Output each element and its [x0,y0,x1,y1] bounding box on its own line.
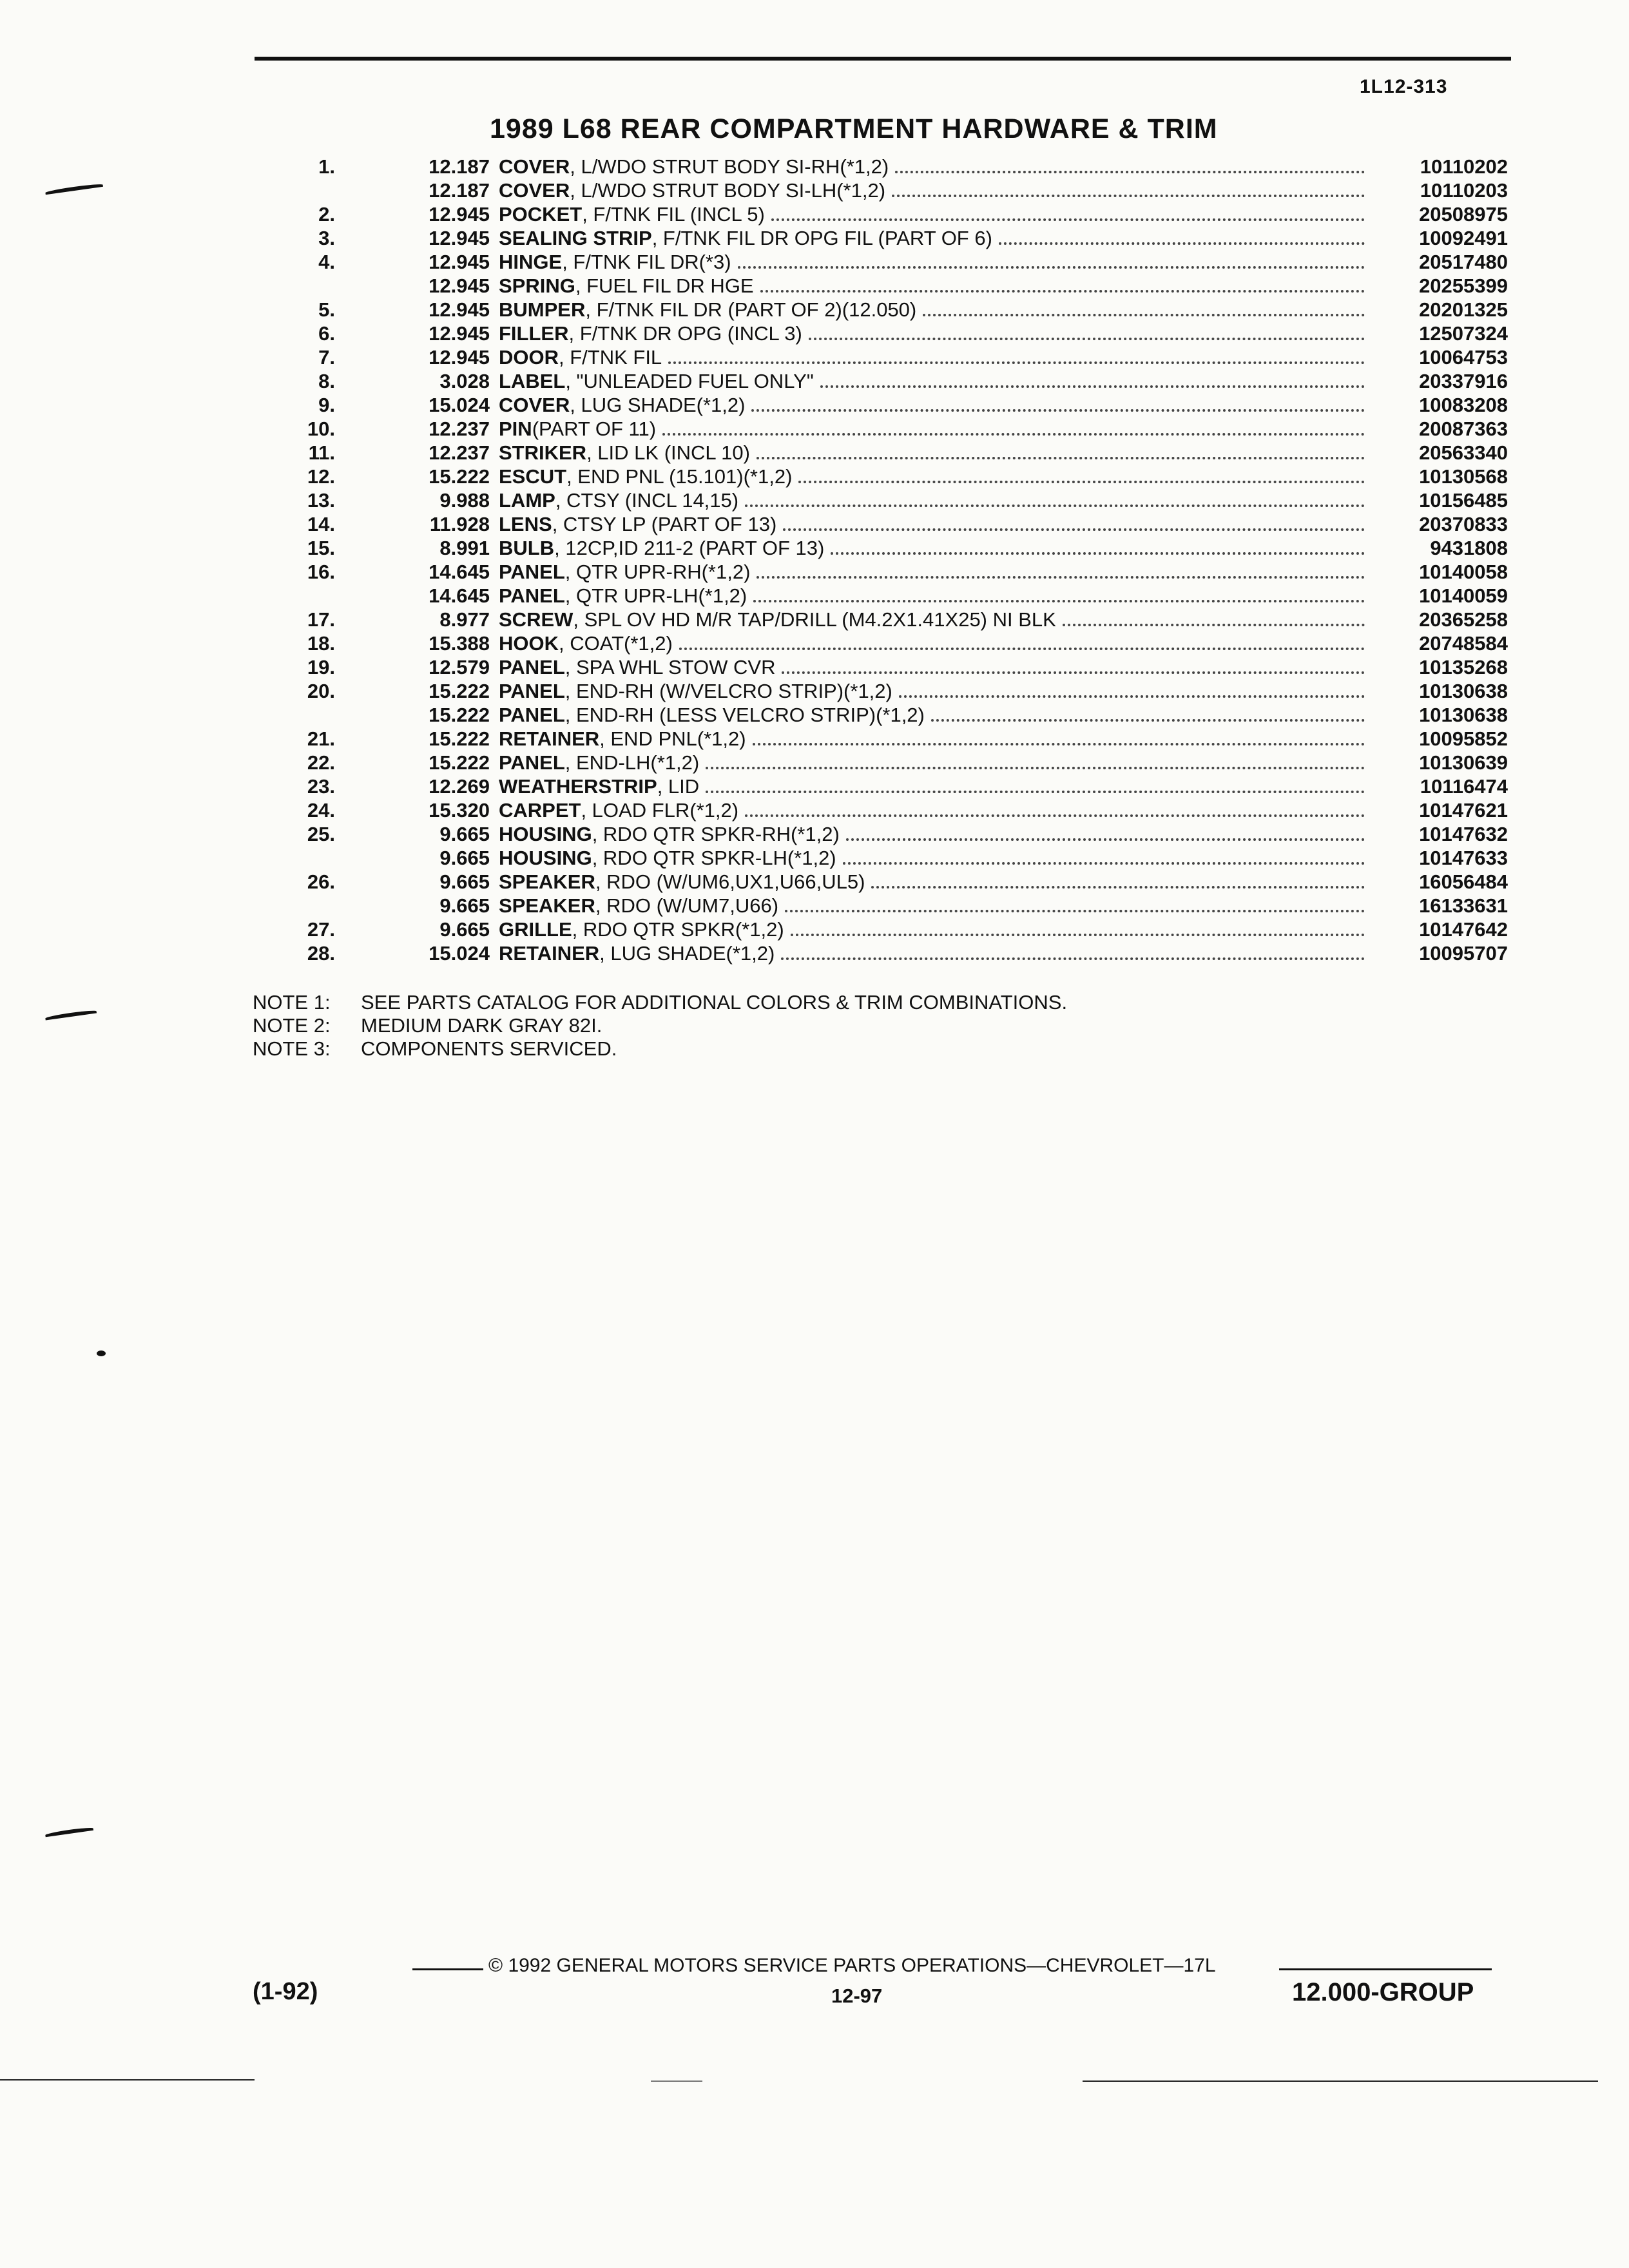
note-text: COMPONENTS SERVICED. [361,1037,617,1060]
group-number: 9.665 [439,870,490,893]
part-spec: , QTR UPR-RH(*1,2) [564,561,751,583]
part-number: 20087363 [1419,418,1508,440]
part-description [490,393,1373,417]
dot-leader [757,576,1365,579]
part-name: PANEL [499,561,565,583]
part-name: COVER [499,179,570,202]
part-spec: , RDO (W/UM7,U66) [595,894,779,917]
part-number: 10092491 [1419,227,1508,249]
dot-leader [783,528,1365,531]
part-number: 9431808 [1430,537,1508,559]
dot-leader [892,195,1365,197]
part-description [490,918,1373,941]
part-spec: , F/TNK FIL DR OPG FIL (PART OF 6) [651,227,992,249]
table-row [284,322,1508,345]
dot-leader [662,433,1365,436]
part-description [490,155,1373,178]
dot-leader [745,814,1365,817]
table-row [284,441,1508,465]
note-text: SEE PARTS CATALOG FOR ADDITIONAL COLORS & TRIM COMBINATIONS. [361,991,1068,1014]
ref-number: 27. [307,918,335,941]
group-number: 12.237 [429,418,490,440]
part-spec: , SPL OV HD M/R TAP/DRILL (M4.2X1.41X25) NI BLK [573,608,1056,631]
ref-number: 15. [307,537,335,559]
footer-rule-right [1279,1968,1492,1970]
dot-leader [999,242,1365,245]
part-name: COVER [499,155,570,178]
ref-number: 28. [307,942,335,965]
group-number: 15.024 [429,394,490,416]
date-code: (1-92) [253,1978,318,2005]
part-spec: , END-LH(*1,2) [564,751,700,774]
ref-number: 1. [318,155,335,178]
group-number: 15.222 [429,704,490,726]
table-row [284,536,1508,560]
table-row [284,250,1508,274]
table-row [284,202,1508,226]
table-row [284,655,1508,679]
part-name: DOOR [499,346,559,369]
group-number: 12.269 [429,775,490,798]
part-spec: , FUEL FIL DR HGE [575,274,754,297]
dot-leader [831,552,1365,555]
part-description [490,250,1373,274]
part-description [490,798,1373,822]
group-number: 15.222 [429,727,490,750]
part-description [490,178,1373,202]
part-description [490,202,1373,226]
part-name: RETAINER [499,942,600,965]
binder-mark [45,1827,93,1837]
part-description [490,655,1373,679]
dot-leader [679,648,1365,650]
dot-leader [931,719,1365,722]
part-name: LAMP [499,489,555,512]
dot-leader [871,886,1365,889]
part-number: 20255399 [1419,274,1508,297]
dot-leader [1063,624,1365,626]
table-row [284,584,1508,608]
copyright-text: © 1992 GENERAL MOTORS SERVICE PARTS OPERATIONS—CHEVROLET—17L [488,1955,1216,1976]
part-number: 20748584 [1419,632,1508,655]
part-name: HOOK [499,632,559,655]
part-name: FILLER [499,322,569,345]
table-row [284,369,1508,393]
note-text: MEDIUM DARK GRAY 82I. [361,1014,602,1037]
table-row [284,774,1508,798]
part-number: 10147632 [1419,823,1508,845]
part-name: PANEL [499,751,565,774]
table-row [284,155,1508,178]
table-row [284,822,1508,846]
part-name: PIN [499,418,532,440]
part-name: GRILLE [499,918,572,941]
group-number: 12.945 [429,298,490,321]
dot-leader [923,314,1365,316]
dot-leader [899,695,1365,698]
table-row [284,178,1508,202]
part-spec: , LUG SHADE(*1,2) [570,394,746,416]
group-number: 15.222 [429,465,490,488]
dot-leader [757,457,1365,459]
part-spec: , SPA WHL STOW CVR [564,656,776,678]
part-name: CARPET [499,799,581,822]
part-description [490,536,1373,560]
table-row [284,608,1508,631]
part-number: 10130568 [1419,465,1508,488]
table-row [284,751,1508,774]
note-row [253,1014,1067,1037]
ref-number: 16. [307,561,335,583]
dot-leader [791,934,1365,936]
ref-number: 3. [318,227,335,249]
dot-leader [738,266,1365,269]
part-description [490,631,1373,655]
part-number: 10095852 [1419,727,1508,750]
ref-number: 24. [307,799,335,822]
part-spec: , LUG SHADE(*1,2) [599,942,775,965]
part-number: 10064753 [1419,346,1508,369]
table-row [284,226,1508,250]
ref-number: 22. [307,751,335,774]
part-number: 10130639 [1419,751,1508,774]
part-spec: , F/TNK FIL DR(*3) [562,251,731,273]
note-row [253,1037,1067,1061]
part-description [490,774,1373,798]
table-row [284,488,1508,512]
group-number: 9.665 [439,894,490,917]
part-number: 10110202 [1420,155,1508,178]
part-description [490,870,1373,894]
part-number: 16056484 [1419,870,1508,893]
part-name: COVER [499,394,570,416]
part-spec: , CTSY LP (PART OF 13) [552,513,777,535]
part-spec: , RDO QTR SPKR-LH(*1,2) [592,847,836,869]
part-spec: , END PNL (15.101)(*1,2) [566,465,793,488]
dot-leader [782,671,1365,674]
ref-number: 7. [318,346,335,369]
footer-rule-left [412,1968,483,1970]
part-spec: , QTR UPR-LH(*1,2) [564,584,747,607]
group-number: 15.388 [429,632,490,655]
notes-section [253,991,1067,1061]
part-number: 20365258 [1419,608,1508,631]
part-name: SPRING [499,274,575,297]
part-number: 10147621 [1419,799,1508,822]
table-row [284,941,1508,965]
part-spec: , RDO QTR SPKR-RH(*1,2) [592,823,840,845]
group-number: 12.945 [429,274,490,297]
part-name: BUMPER [499,298,586,321]
group-number: 12.237 [429,441,490,464]
dot-leader [751,409,1365,412]
part-spec: , L/WDO STRUT BODY SI-RH(*1,2) [570,155,889,178]
part-number: 10140058 [1419,561,1508,583]
dot-leader [809,338,1365,340]
part-spec: , F/TNK DR OPG (INCL 3) [568,322,802,345]
group-number: 12.945 [429,203,490,226]
part-name: PANEL [499,680,565,702]
part-name: SPEAKER [499,870,595,893]
table-row [284,727,1508,751]
binder-mark [45,183,103,195]
part-name: PANEL [499,704,565,726]
part-spec: , F/TNK FIL [559,346,662,369]
ref-number: 26. [307,870,335,893]
dot-leader [895,171,1365,173]
group-number: 9.665 [439,847,490,869]
table-row [284,345,1508,369]
ref-number: 17. [307,608,335,631]
part-description [490,703,1373,727]
ref-number: 21. [307,727,335,750]
table-row [284,560,1508,584]
group-number: 12.187 [429,179,490,202]
part-description [490,226,1373,250]
group-number: 12.945 [429,251,490,273]
part-name: SEALING STRIP [499,227,652,249]
part-name: HOUSING [499,823,592,845]
dot-leader [846,838,1365,841]
part-number: 20508975 [1419,203,1508,226]
part-name: POCKET [499,203,583,226]
part-number: 10135268 [1419,656,1508,678]
scan-line [0,2079,255,2081]
part-description [490,941,1373,965]
part-number: 10147633 [1419,847,1508,869]
part-name: ESCUT [499,465,567,488]
note-row [253,991,1067,1014]
group-number: 12.187 [429,155,490,178]
group-number: 8.991 [439,537,490,559]
ref-number: 6. [318,322,335,345]
table-row [284,679,1508,703]
part-spec: , LOAD FLR(*1,2) [581,799,739,822]
dot-leader [785,910,1365,912]
dot-leader [820,385,1365,388]
dot-leader [706,791,1365,793]
part-description [490,679,1373,703]
ref-number: 20. [307,680,335,702]
part-description [490,727,1373,751]
part-description [490,417,1373,441]
part-name: LABEL [499,370,566,392]
dot-leader [706,767,1365,769]
page-code: 1L12-313 [1360,76,1448,97]
part-spec: , CTSY (INCL 14,15) [555,489,739,512]
part-spec: , "UNLEADED FUEL ONLY" [565,370,814,392]
scan-line [1083,2081,1598,2082]
part-name: BULB [499,537,555,559]
ref-number: 5. [318,298,335,321]
part-spec: , LID LK (INCL 10) [586,441,750,464]
group-number: 12.945 [429,322,490,345]
note-label: NOTE 1: [253,991,331,1014]
part-number: 20337916 [1419,370,1508,392]
part-number: 20201325 [1419,298,1508,321]
ref-number: 2. [318,203,335,226]
group-number: 15.320 [429,799,490,822]
dot-leader [798,481,1365,483]
ref-number: 23. [307,775,335,798]
table-row [284,298,1508,322]
part-description [490,751,1373,774]
part-name: PANEL [499,584,565,607]
part-name: HINGE [499,251,563,273]
dot-leader [760,290,1365,293]
part-number: 10116474 [1420,775,1508,798]
group-number: 12.945 [429,346,490,369]
part-spec: (PART OF 11) [532,418,657,440]
group-number: 9.665 [439,823,490,845]
ref-number: 25. [307,823,335,845]
part-description [490,465,1373,488]
part-description [490,369,1373,393]
dot-leader [753,743,1365,745]
part-description [490,345,1373,369]
table-row [284,393,1508,417]
table-row [284,417,1508,441]
part-name: SCREW [499,608,574,631]
part-description [490,846,1373,870]
top-rule [255,57,1511,61]
ref-number: 12. [307,465,335,488]
part-spec: , END PNL(*1,2) [599,727,746,750]
table-row [284,465,1508,488]
group-number: 9.988 [439,489,490,512]
dot-leader [781,957,1365,960]
part-number: 10156485 [1419,489,1508,512]
part-spec: , COAT(*1,2) [559,632,673,655]
part-spec: , L/WDO STRUT BODY SI-LH(*1,2) [570,179,886,202]
part-description [490,488,1373,512]
part-spec: , F/TNK FIL DR (PART OF 2)(12.050) [585,298,917,321]
part-description [490,322,1373,345]
group-number: 8.977 [439,608,490,631]
ref-number: 11. [308,441,335,464]
ref-number: 14. [307,513,335,535]
part-description [490,441,1373,465]
part-number: 10130638 [1419,680,1508,702]
dot-leader [745,505,1365,507]
part-name: LENS [499,513,552,535]
part-description [490,512,1373,536]
dot-leader [753,600,1365,602]
part-spec: , LID [657,775,700,798]
ref-number: 10. [307,418,335,440]
table-row [284,894,1508,918]
part-description [490,822,1373,846]
part-number: 10095707 [1419,942,1508,965]
page-number: 12-97 [831,1984,883,2007]
table-row [284,870,1508,894]
part-description [490,608,1373,631]
part-number: 10147642 [1419,918,1508,941]
part-description [490,584,1373,608]
part-name: SPEAKER [499,894,595,917]
part-name: HOUSING [499,847,592,869]
part-description [490,298,1373,322]
table-row [284,798,1508,822]
table-row [284,918,1508,941]
note-label: NOTE 2: [253,1014,331,1037]
dot-leader [668,361,1365,364]
binder-mark [45,1009,97,1020]
table-row [284,512,1508,536]
dot-leader [771,218,1365,221]
table-row [284,274,1508,298]
group-number: 12.945 [429,227,490,249]
part-number: 10130638 [1419,704,1508,726]
part-description [490,274,1373,298]
group-number: 14.645 [429,561,490,583]
part-description [490,560,1373,584]
group-number: 14.645 [429,584,490,607]
part-number: 20370833 [1419,513,1508,535]
part-spec: , RDO QTR SPKR(*1,2) [572,918,784,941]
part-number: 10110203 [1420,179,1508,202]
group-number: 15.222 [429,680,490,702]
group-number: 3.028 [439,370,490,392]
parts-list [284,155,1508,965]
part-number: 10083208 [1419,394,1508,416]
table-row [284,631,1508,655]
ref-number: 18. [307,632,335,655]
part-number: 20563340 [1419,441,1508,464]
speck-mark [97,1350,106,1356]
part-spec: , END-RH (LESS VELCRO STRIP)(*1,2) [564,704,925,726]
part-name: STRIKER [499,441,587,464]
ref-number: 19. [307,656,335,678]
part-spec: , F/TNK FIL (INCL 5) [582,203,765,226]
part-spec: , 12CP,ID 211-2 (PART OF 13) [554,537,825,559]
dot-leader [843,862,1365,865]
part-number: 20517480 [1419,251,1508,273]
part-name: PANEL [499,656,565,678]
group-number: 12.579 [429,656,490,678]
group-number: 15.024 [429,942,490,965]
page-title: 1989 L68 REAR COMPARTMENT HARDWARE & TRIM [490,113,1218,144]
group-number: 9.665 [439,918,490,941]
part-spec: , RDO (W/UM6,UX1,U66,UL5) [595,870,865,893]
part-spec: , END-RH (W/VELCRO STRIP)(*1,2) [564,680,892,702]
part-number: 10140059 [1419,584,1508,607]
ref-number: 9. [318,394,335,416]
part-name: RETAINER [499,727,600,750]
group-number: 15.222 [429,751,490,774]
ref-number: 4. [318,251,335,273]
part-description [490,894,1373,918]
table-row [284,846,1508,870]
ref-number: 13. [307,489,335,512]
group-code: 12.000-GROUP [1292,1978,1474,2006]
part-number: 16133631 [1419,894,1508,917]
note-label: NOTE 3: [253,1037,331,1060]
ref-number: 8. [318,370,335,392]
part-name: WEATHERSTRIP [499,775,657,798]
table-row [284,703,1508,727]
group-number: 11.928 [429,513,490,535]
scan-line [651,2081,702,2082]
part-number: 12507324 [1419,322,1508,345]
